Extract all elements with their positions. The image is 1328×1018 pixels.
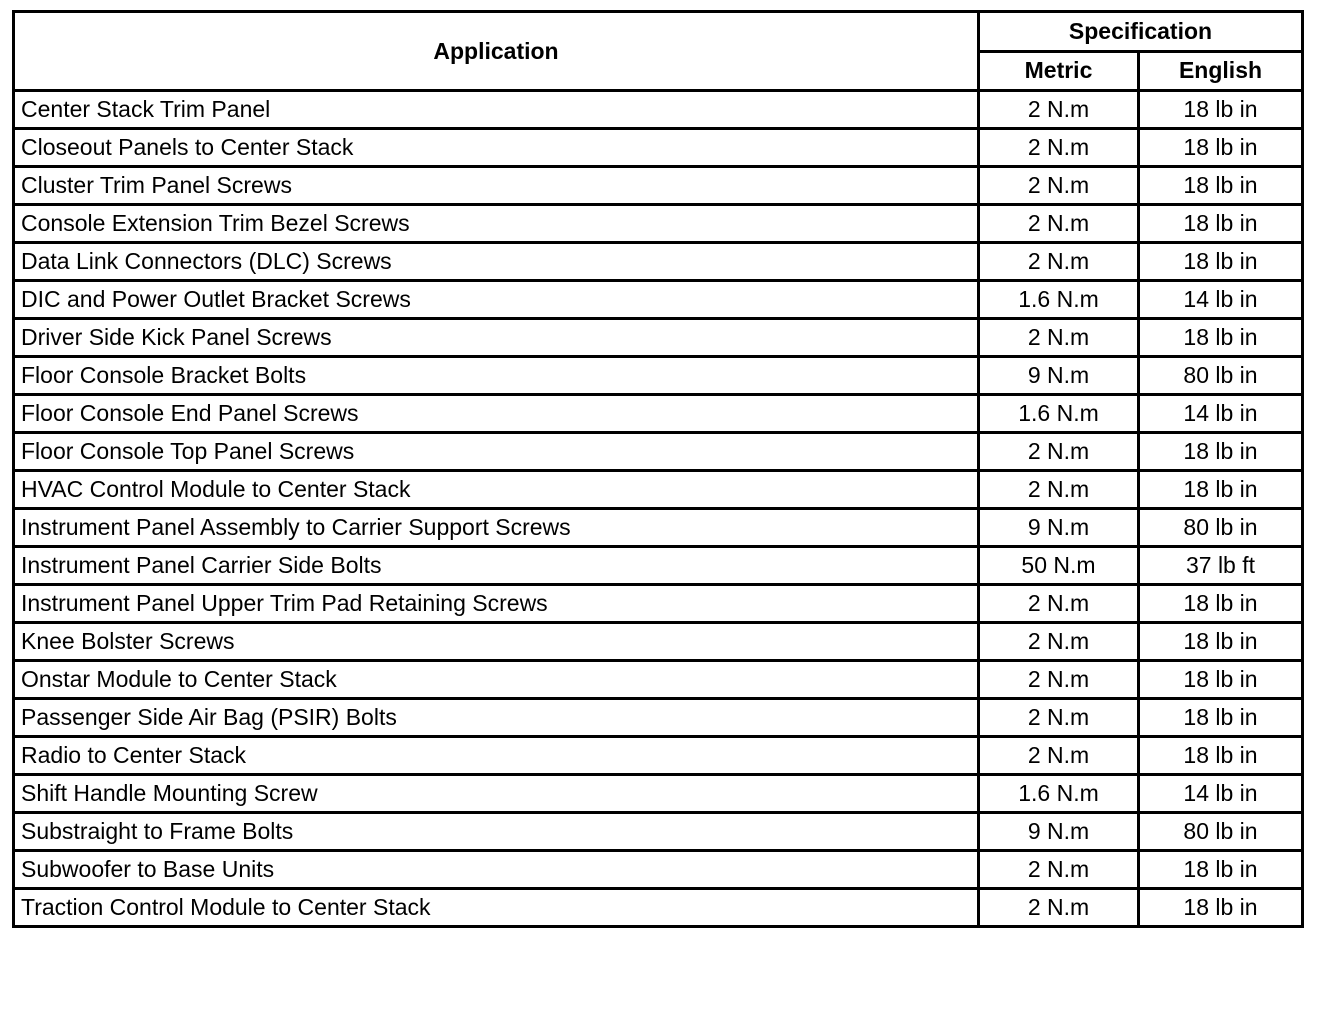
cell-metric: 9 N.m <box>979 813 1139 851</box>
cell-metric: 2 N.m <box>979 471 1139 509</box>
header-english: English <box>1139 51 1303 91</box>
cell-english: 18 lb in <box>1139 623 1303 661</box>
table-row <box>14 699 1303 737</box>
cell-english: 18 lb in <box>1139 889 1303 927</box>
cell-application: Passenger Side Air Bag (PSIR) Bolts <box>14 699 979 737</box>
cell-metric: 9 N.m <box>979 509 1139 547</box>
table-row <box>14 737 1303 775</box>
cell-metric: 1.6 N.m <box>979 775 1139 813</box>
cell-application: Instrument Panel Carrier Side Bolts <box>14 547 979 585</box>
table-row <box>14 395 1303 433</box>
table-row <box>14 851 1303 889</box>
cell-english: 18 lb in <box>1139 699 1303 737</box>
cell-metric: 2 N.m <box>979 699 1139 737</box>
table-row <box>14 357 1303 395</box>
cell-english: 18 lb in <box>1139 319 1303 357</box>
cell-metric: 2 N.m <box>979 585 1139 623</box>
table-row <box>14 205 1303 243</box>
header-metric: Metric <box>979 51 1139 91</box>
header-row-top <box>14 12 1303 52</box>
table-row <box>14 433 1303 471</box>
cell-metric: 9 N.m <box>979 357 1139 395</box>
cell-application: DIC and Power Outlet Bracket Screws <box>14 281 979 319</box>
cell-application: Instrument Panel Upper Trim Pad Retaining Screws <box>14 585 979 623</box>
cell-application: Instrument Panel Assembly to Carrier Support Screws <box>14 509 979 547</box>
cell-metric: 2 N.m <box>979 91 1139 129</box>
table-row <box>14 129 1303 167</box>
cell-metric: 1.6 N.m <box>979 281 1139 319</box>
table-body <box>14 91 1303 927</box>
cell-english: 18 lb in <box>1139 129 1303 167</box>
table-row <box>14 547 1303 585</box>
table-row <box>14 167 1303 205</box>
header-application: Application <box>14 12 979 91</box>
cell-english: 18 lb in <box>1139 737 1303 775</box>
cell-english: 18 lb in <box>1139 243 1303 281</box>
table-row <box>14 775 1303 813</box>
cell-english: 37 lb ft <box>1139 547 1303 585</box>
cell-application: Shift Handle Mounting Screw <box>14 775 979 813</box>
cell-metric: 2 N.m <box>979 167 1139 205</box>
cell-metric: 2 N.m <box>979 129 1139 167</box>
cell-metric: 2 N.m <box>979 623 1139 661</box>
cell-metric: 2 N.m <box>979 243 1139 281</box>
table-row <box>14 889 1303 927</box>
table-row <box>14 813 1303 851</box>
cell-english: 18 lb in <box>1139 433 1303 471</box>
cell-application: Onstar Module to Center Stack <box>14 661 979 699</box>
cell-english: 14 lb in <box>1139 395 1303 433</box>
fastener-specification-table <box>12 10 1304 928</box>
cell-application: Center Stack Trim Panel <box>14 91 979 129</box>
table-row <box>14 623 1303 661</box>
cell-english: 14 lb in <box>1139 775 1303 813</box>
cell-english: 18 lb in <box>1139 205 1303 243</box>
table-row <box>14 661 1303 699</box>
table-row <box>14 91 1303 129</box>
cell-metric: 2 N.m <box>979 851 1139 889</box>
cell-application: Driver Side Kick Panel Screws <box>14 319 979 357</box>
cell-application: Floor Console Bracket Bolts <box>14 357 979 395</box>
cell-application: Traction Control Module to Center Stack <box>14 889 979 927</box>
cell-application: Radio to Center Stack <box>14 737 979 775</box>
cell-english: 80 lb in <box>1139 509 1303 547</box>
table-row <box>14 319 1303 357</box>
cell-english: 80 lb in <box>1139 813 1303 851</box>
cell-application: Console Extension Trim Bezel Screws <box>14 205 979 243</box>
cell-metric: 2 N.m <box>979 889 1139 927</box>
table-row <box>14 281 1303 319</box>
cell-metric: 1.6 N.m <box>979 395 1139 433</box>
cell-english: 18 lb in <box>1139 851 1303 889</box>
cell-application: Cluster Trim Panel Screws <box>14 167 979 205</box>
cell-english: 18 lb in <box>1139 167 1303 205</box>
cell-english: 18 lb in <box>1139 585 1303 623</box>
cell-application: Knee Bolster Screws <box>14 623 979 661</box>
table-header <box>14 12 1303 91</box>
cell-metric: 50 N.m <box>979 547 1139 585</box>
cell-application: Data Link Connectors (DLC) Screws <box>14 243 979 281</box>
table-row <box>14 243 1303 281</box>
cell-metric: 2 N.m <box>979 319 1139 357</box>
cell-english: 14 lb in <box>1139 281 1303 319</box>
table-row <box>14 471 1303 509</box>
header-specification: Specification <box>979 12 1303 52</box>
cell-metric: 2 N.m <box>979 737 1139 775</box>
table-row <box>14 509 1303 547</box>
cell-metric: 2 N.m <box>979 205 1139 243</box>
table-row <box>14 585 1303 623</box>
cell-english: 18 lb in <box>1139 661 1303 699</box>
cell-application: Closeout Panels to Center Stack <box>14 129 979 167</box>
cell-metric: 2 N.m <box>979 433 1139 471</box>
cell-application: HVAC Control Module to Center Stack <box>14 471 979 509</box>
cell-english: 18 lb in <box>1139 471 1303 509</box>
cell-metric: 2 N.m <box>979 661 1139 699</box>
cell-application: Substraight to Frame Bolts <box>14 813 979 851</box>
cell-application: Floor Console End Panel Screws <box>14 395 979 433</box>
cell-english: 80 lb in <box>1139 357 1303 395</box>
cell-english: 18 lb in <box>1139 91 1303 129</box>
cell-application: Floor Console Top Panel Screws <box>14 433 979 471</box>
cell-application: Subwoofer to Base Units <box>14 851 979 889</box>
